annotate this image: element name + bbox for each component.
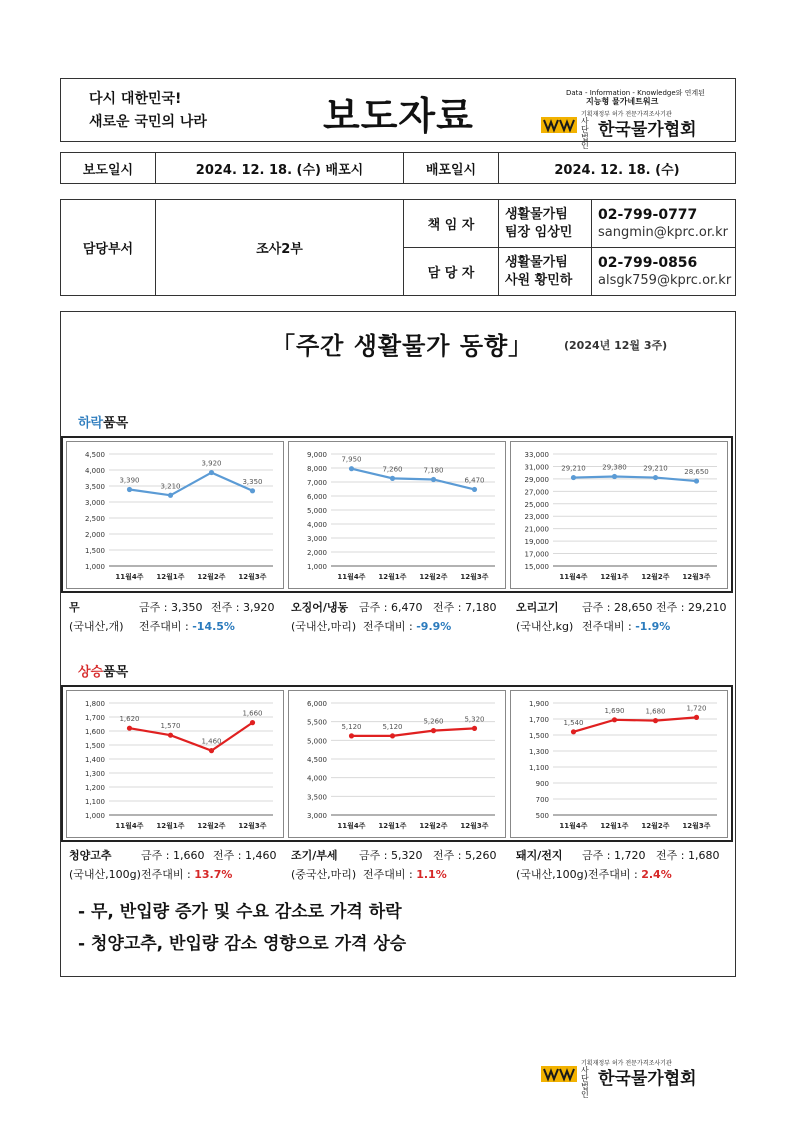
chief-contact [592, 200, 736, 248]
footer-logo-name: 한국물가협회 [598, 1069, 697, 1089]
release-date-table [60, 152, 736, 184]
y-tick-label: 1,300 [84, 770, 105, 778]
data-label: 28,650 [684, 468, 709, 477]
logo-prefix: 사단법인 [581, 117, 589, 150]
report-week: (2024년 12월 3주) [564, 339, 668, 352]
chart-duck-svg [511, 442, 727, 588]
y-tick-label: 4,000 [306, 774, 327, 783]
x-tick-label: 12월1주 [600, 573, 629, 581]
x-tick-label: 11월4주 [559, 573, 588, 581]
y-tick-label: 3,000 [306, 535, 327, 543]
contacts-table [60, 199, 736, 296]
data-point [472, 726, 477, 731]
y-tick-label: 2,000 [306, 549, 327, 557]
this-week: 금주 : 3,350 [139, 601, 203, 614]
y-tick-label: 33,000 [524, 451, 549, 459]
info-pork [516, 847, 731, 882]
data-label: 3,350 [242, 477, 263, 486]
data-point [431, 477, 436, 482]
data-point [349, 733, 354, 738]
y-tick-label: 3,500 [306, 793, 327, 802]
summary-bullet-1: - 무, 반입량 증가 및 수요 감소로 가격 하락 [78, 902, 402, 922]
x-tick-label: 12월1주 [156, 573, 185, 581]
chart-radish-svg [67, 442, 283, 588]
series-line [130, 723, 253, 751]
y-tick-label: 6,000 [306, 493, 327, 501]
item-unit: (국내산,kg) [516, 620, 574, 633]
data-point [612, 474, 617, 479]
y-tick-label: 1,900 [528, 700, 549, 708]
change: 전주대비 : -9.9% [363, 620, 452, 633]
x-tick-label: 12월3주 [682, 822, 711, 830]
staff-team-person [499, 248, 592, 296]
y-tick-label: 1,700 [84, 714, 105, 722]
x-tick-label: 12월3주 [682, 573, 711, 581]
header-logo [541, 109, 731, 150]
chart-pork-svg [511, 691, 727, 837]
tagline-2: 지능형 물가네트워크 [586, 97, 659, 106]
press-header [60, 78, 736, 150]
y-tick-label: 6,000 [306, 700, 327, 708]
y-tick-label: 17,000 [524, 550, 549, 559]
series-line [352, 469, 475, 490]
release-date-label: 보도일시 [61, 153, 156, 184]
data-point [168, 733, 173, 738]
chief-team: 생활물가팀 [505, 206, 568, 222]
y-tick-label: 5,500 [306, 718, 327, 727]
data-label: 1,620 [119, 715, 140, 724]
footer-logo-subtitle: 기획재정부 허가 전문가격조사기관 [581, 1060, 672, 1067]
data-point [209, 470, 214, 475]
data-point [127, 726, 132, 731]
y-tick-label: 1,500 [84, 742, 105, 750]
this-week: 금주 : 6,470 [359, 601, 423, 614]
kprc-logo-icon [541, 1066, 577, 1082]
y-tick-label: 1,000 [306, 563, 327, 571]
x-tick-label: 12월3주 [238, 822, 267, 830]
dist-date-value: 2024. 12. 18. (수) [499, 153, 736, 184]
last-week: 전주 : 7,180 [433, 601, 497, 614]
kprc-logo-icon [541, 117, 577, 133]
slogan-line-1: 다시 대한민국! [89, 91, 182, 107]
change: 전주대비 : 1.1% [363, 868, 447, 881]
change: 전주대비 : -1.9% [582, 620, 671, 633]
role-label-chief: 책 임 자 [404, 200, 499, 248]
info-croaker [291, 847, 506, 882]
data-label: 1,460 [201, 737, 222, 746]
chart-duck [510, 441, 728, 589]
x-tick-label: 12월1주 [378, 822, 407, 830]
item-unit: (국내산,개) [69, 620, 124, 633]
y-tick-label: 23,000 [524, 513, 549, 522]
dist-date-label: 배포일시 [404, 153, 499, 184]
role-label-staff: 담 당 자 [404, 248, 499, 296]
data-point [390, 733, 395, 738]
y-tick-label: 3,500 [84, 483, 105, 491]
y-tick-label: 1,500 [84, 547, 105, 555]
footer-logo-prefix: 사단법인 [581, 1066, 589, 1099]
y-tick-label: 1,200 [84, 784, 105, 792]
data-label: 7,260 [382, 465, 403, 474]
dept-value: 조사2부 [156, 200, 404, 296]
logo-subtitle: 기획재정부 허가 전문가격조사기관 [581, 111, 672, 118]
y-tick-label: 1,100 [84, 798, 105, 806]
y-tick-label: 700 [535, 796, 549, 804]
chart-croaker-svg [289, 691, 505, 837]
info-chili [69, 847, 284, 882]
data-point [472, 487, 477, 492]
data-label: 29,380 [602, 463, 627, 472]
item-unit: (국내산,100g) [69, 868, 141, 881]
item-name: 조기/부세 [291, 849, 338, 862]
staff-phone: 02-799-0856 [598, 254, 698, 271]
last-week: 전주 : 1,680 [656, 849, 720, 862]
change: 전주대비 : -14.5% [139, 620, 235, 633]
y-tick-label: 25,000 [524, 500, 549, 509]
info-squid [291, 599, 506, 634]
dept-label: 담당부서 [61, 200, 156, 296]
y-tick-label: 4,500 [306, 756, 327, 764]
data-label: 5,260 [423, 717, 444, 726]
y-tick-label: 4,500 [84, 451, 105, 459]
data-point [127, 487, 132, 492]
data-label: 3,390 [119, 476, 140, 485]
y-tick-label: 4,000 [84, 467, 105, 475]
y-tick-label: 8,000 [306, 465, 327, 473]
y-tick-label: 1,000 [84, 812, 105, 820]
data-label: 29,210 [561, 464, 586, 473]
y-tick-label: 19,000 [524, 538, 549, 547]
y-tick-label: 900 [535, 780, 549, 788]
data-label: 5,120 [382, 722, 403, 731]
series-line [130, 473, 253, 496]
data-point [349, 466, 354, 471]
chart-chili [66, 690, 284, 838]
y-tick-label: 21,000 [524, 525, 549, 534]
tagline-1: Data - Information - Knowledge와 연계된 [566, 89, 705, 97]
footer-logo [541, 1058, 741, 1099]
logo-name: 한국물가협회 [598, 120, 697, 140]
item-name: 오리고기 [516, 601, 559, 614]
this-week: 금주 : 1,720 [582, 849, 646, 862]
y-tick-label: 1,700 [528, 716, 549, 724]
series-line [352, 728, 475, 735]
x-tick-label: 11월4주 [337, 822, 366, 830]
rise-word: 상승 [78, 665, 104, 680]
chart-squid-svg [289, 442, 505, 588]
y-tick-label: 2,500 [84, 515, 105, 523]
data-label: 1,660 [242, 709, 263, 718]
data-point [694, 715, 699, 720]
data-label: 7,950 [341, 455, 362, 464]
data-label: 3,210 [160, 482, 181, 491]
y-tick-label: 5,000 [306, 507, 327, 515]
item-unit: (국내산,100g) [516, 868, 588, 881]
y-tick-label: 1,300 [528, 748, 549, 756]
rise-rest: 품목 [103, 665, 129, 680]
chief-email[interactable]: sangmin@kprc.or.kr [598, 224, 728, 240]
x-tick-label: 11월4주 [115, 573, 144, 581]
data-label: 1,540 [563, 718, 584, 727]
info-duck [516, 599, 731, 634]
press-release-title: 보도자료 [323, 94, 474, 138]
x-tick-label: 12월3주 [460, 822, 489, 830]
item-name: 오징어/냉동 [291, 601, 349, 614]
y-tick-label: 3,000 [84, 499, 105, 507]
y-tick-label: 1,600 [84, 728, 105, 736]
item-name: 돼지/전지 [516, 849, 563, 862]
chart-radish [66, 441, 284, 589]
report-title: 「주간 생활물가 동향」 [271, 332, 534, 360]
x-tick-label: 12월1주 [378, 573, 407, 581]
y-tick-label: 1,400 [84, 756, 105, 764]
chief-phone: 02-799-0777 [598, 206, 698, 223]
data-point [653, 718, 658, 723]
y-tick-label: 1,800 [84, 700, 105, 708]
chief-team-person [499, 200, 592, 248]
data-label: 7,180 [423, 466, 444, 475]
summary-bullet-2: - 청양고추, 반입량 감소 영향으로 가격 상승 [78, 934, 407, 954]
data-label: 1,690 [604, 706, 625, 715]
y-tick-label: 500 [535, 812, 549, 820]
item-name: 청양고추 [69, 849, 112, 862]
staff-email[interactable]: alsgk759@kprc.or.kr [598, 272, 732, 288]
x-tick-label: 11월4주 [559, 822, 588, 830]
data-label: 3,920 [201, 459, 222, 468]
last-week: 전주 : 5,260 [433, 849, 497, 862]
staff-person: 사원 황민하 [505, 272, 573, 288]
data-point [571, 475, 576, 480]
slogan-line-2: 새로운 국민의 나라 [89, 114, 207, 130]
last-week: 전주 : 3,920 [211, 601, 275, 614]
chart-chili-svg [67, 691, 283, 837]
data-label: 5,320 [464, 715, 485, 724]
fall-charts-panel [61, 436, 733, 593]
data-label: 1,680 [645, 707, 666, 716]
y-tick-label: 4,000 [306, 521, 327, 529]
y-tick-label: 3,000 [306, 812, 327, 820]
info-radish [69, 599, 284, 634]
y-tick-label: 7,000 [306, 479, 327, 487]
chart-pork [510, 690, 728, 838]
x-tick-label: 12월2주 [197, 822, 226, 830]
item-name: 무 [69, 601, 80, 614]
rise-charts-panel [61, 685, 733, 842]
y-tick-label: 1,000 [84, 563, 105, 571]
fall-section-heading [78, 412, 128, 431]
change: 전주대비 : 2.4% [588, 868, 672, 881]
data-label: 5,120 [341, 722, 362, 731]
y-tick-label: 9,000 [306, 451, 327, 459]
data-point [612, 717, 617, 722]
y-tick-label: 31,000 [524, 463, 549, 472]
y-tick-label: 1,100 [528, 764, 549, 772]
data-point [571, 729, 576, 734]
staff-contact [592, 248, 736, 296]
x-tick-label: 12월1주 [156, 822, 185, 830]
x-tick-label: 11월4주 [337, 573, 366, 581]
data-label: 1,570 [160, 722, 181, 731]
staff-team: 생활물가팀 [505, 254, 568, 270]
x-tick-label: 12월1주 [600, 822, 629, 830]
this-week: 금주 : 28,650 [582, 601, 653, 614]
chart-squid [288, 441, 506, 589]
data-point [168, 493, 173, 498]
data-point [431, 728, 436, 733]
y-tick-label: 1,500 [528, 732, 549, 740]
x-tick-label: 12월3주 [238, 573, 267, 581]
item-unit: (국내산,마리) [291, 620, 357, 633]
x-tick-label: 12월3주 [460, 573, 489, 581]
x-tick-label: 12월2주 [419, 822, 448, 830]
data-label: 1,720 [686, 704, 707, 713]
x-tick-label: 11월4주 [115, 822, 144, 830]
x-tick-label: 12월2주 [641, 822, 670, 830]
data-label: 29,210 [643, 464, 668, 473]
x-tick-label: 12월2주 [641, 573, 670, 581]
data-point [694, 478, 699, 483]
data-point [390, 476, 395, 481]
rise-section-heading [78, 661, 128, 680]
data-point [250, 488, 255, 493]
fall-rest: 품목 [103, 416, 129, 431]
x-tick-label: 12월2주 [419, 573, 448, 581]
data-label: 6,470 [464, 476, 485, 485]
last-week: 전주 : 29,210 [656, 601, 727, 614]
chief-person: 팀장 임상민 [505, 224, 573, 240]
fall-word: 하락 [78, 416, 104, 431]
weekly-price-report [60, 311, 736, 977]
change: 전주대비 : 13.7% [141, 868, 233, 881]
x-tick-label: 12월2주 [197, 573, 226, 581]
data-point [209, 748, 214, 753]
this-week: 금주 : 1,660 [141, 849, 205, 862]
y-tick-label: 2,000 [84, 531, 105, 539]
data-point [250, 720, 255, 725]
chart-croaker [288, 690, 506, 838]
series-line [574, 717, 697, 731]
item-unit: (중국산,마리) [291, 868, 357, 881]
y-tick-label: 29,000 [524, 475, 549, 484]
this-week: 금주 : 5,320 [359, 849, 423, 862]
last-week: 전주 : 1,460 [213, 849, 277, 862]
data-point [653, 475, 658, 480]
y-tick-label: 27,000 [524, 488, 549, 497]
y-tick-label: 5,000 [306, 737, 327, 746]
release-date-value: 2024. 12. 18. (수) 배포시 [156, 153, 404, 184]
y-tick-label: 15,000 [524, 563, 549, 571]
